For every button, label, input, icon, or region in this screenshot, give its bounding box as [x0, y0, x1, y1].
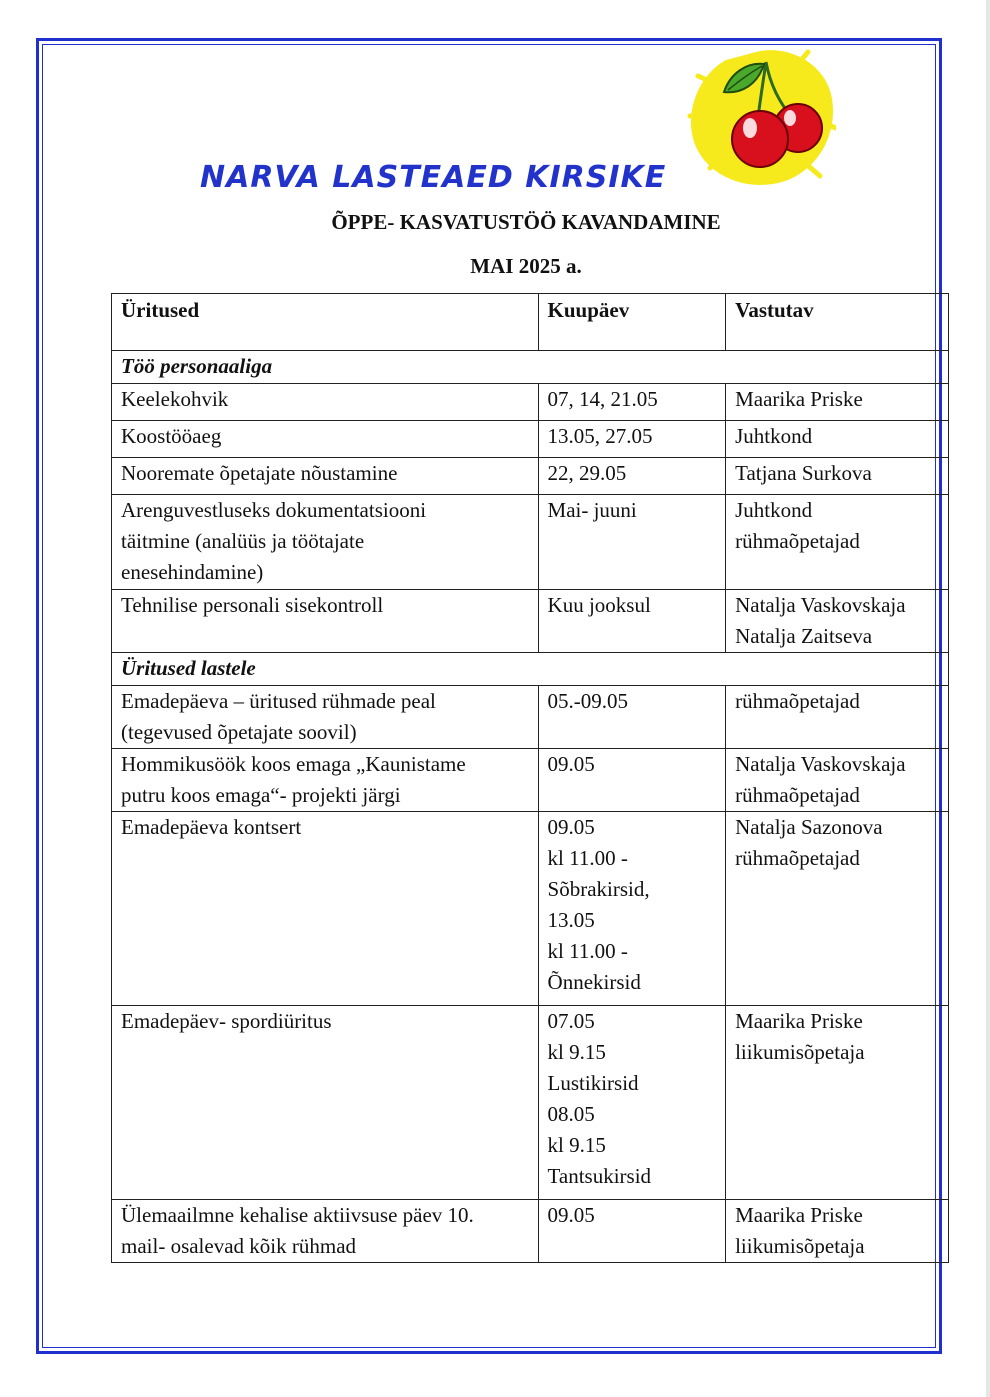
cell-text: rühmaõpetajad: [735, 689, 860, 713]
cell-event: [112, 384, 539, 421]
cell-responsible: [726, 686, 949, 749]
cell-text: Emadepäeva kontsert: [121, 815, 302, 839]
cell-text: Natalja Sazonova: [735, 815, 883, 839]
cell-text: Nooremate õpetajate nõustamine: [121, 461, 398, 485]
cell-text: putru koos emaga“- projekti järgi: [121, 783, 401, 807]
cell-text: Juhtkond: [735, 498, 813, 522]
cell-text: Natalja Vaskovskaja: [735, 593, 906, 617]
cell-date: [538, 1200, 726, 1263]
cell-text: Kuu jooksul: [547, 593, 651, 617]
document-subtitle: MAI 2025 a.: [470, 254, 582, 278]
cell-responsible: [726, 384, 949, 421]
cell-text: 09.05: [547, 752, 595, 776]
table-row: [112, 421, 949, 458]
cell-text: mail- osalevad kõik rühmad: [121, 1234, 357, 1258]
table-row: [112, 812, 949, 1006]
cell-date: [538, 812, 726, 1006]
column-header-responsible: Vastutav: [726, 294, 949, 351]
cell-text: Maarika Priske: [735, 1009, 863, 1033]
cell-text: (tegevused õpetajate soovil): [121, 720, 357, 744]
cell-text: Tantsukirsid: [547, 1164, 652, 1188]
plan-table: [111, 293, 949, 1263]
cell-event: [112, 812, 539, 1006]
cell-text: 13.05, 27.05: [547, 424, 653, 448]
cell-event: [112, 749, 539, 812]
cell-text: Tatjana Surkova: [735, 461, 872, 485]
cell-text: 08.05: [547, 1102, 595, 1126]
cell-text: Tehnilise personali sisekontroll: [121, 593, 384, 617]
cell-text: täitmine (analüüs ja töötajate: [121, 529, 365, 553]
cell-responsible: [726, 749, 949, 812]
cell-responsible: [726, 590, 949, 653]
school-name: NARVA LASTEAED KIRSIKE: [200, 160, 667, 195]
cell-text: Arenguvestluseks dokumentatsiooni: [121, 498, 427, 522]
cell-text: Natalja Zaitseva: [735, 624, 873, 648]
cell-text: rühmaõpetajad: [735, 846, 860, 870]
cell-text: Mai- juuni: [547, 498, 637, 522]
cell-responsible: [726, 1200, 949, 1263]
cell-text: Maarika Priske: [735, 1203, 863, 1227]
cell-text: 09.05: [547, 1203, 595, 1227]
cell-date: [538, 421, 726, 458]
cell-text: Ülemaailmne kehalise aktiivsuse päev 10.: [121, 1203, 474, 1227]
cell-text: Koostööaeg: [121, 424, 222, 448]
cell-text: Keelekohvik: [121, 387, 229, 411]
column-header-events: Üritused: [112, 294, 539, 351]
table-row: [112, 686, 949, 749]
cell-event: [112, 458, 539, 495]
document-title: ÕPPE- KASVATUSTÖÖ KAVANDAMINE: [331, 210, 721, 234]
cell-text: 22, 29.05: [547, 461, 627, 485]
cell-responsible: [726, 495, 949, 590]
cell-date: [538, 590, 726, 653]
cell-text: Natalja Vaskovskaja: [735, 752, 906, 776]
cell-responsible: [726, 812, 949, 1006]
cell-date: [538, 1006, 726, 1200]
cell-text: Õnnekirsid: [547, 970, 641, 994]
cell-event: [112, 1006, 539, 1200]
column-header-date: Kuupäev: [538, 294, 726, 351]
cell-date: [538, 686, 726, 749]
table-header-row: [112, 294, 949, 351]
section-title: Üritused lastele: [112, 653, 949, 686]
cell-event: [112, 421, 539, 458]
cell-text: rühmaõpetajad: [735, 783, 860, 807]
cell-text: Juhtkond: [735, 424, 813, 448]
cell-text: Hommikusöök koos emaga „Kaunistame: [121, 752, 466, 776]
table-row: [112, 495, 949, 590]
cell-event: [112, 1200, 539, 1263]
table-section-row: [112, 653, 949, 686]
cell-responsible: [726, 458, 949, 495]
cell-date: [538, 384, 726, 421]
table-row: [112, 384, 949, 421]
cell-responsible: [726, 421, 949, 458]
cell-event: [112, 495, 539, 590]
cell-date: [538, 495, 726, 590]
cell-text: liikumisõpetaja: [735, 1234, 865, 1258]
cell-text: liikumisõpetaja: [735, 1040, 865, 1064]
cell-event: [112, 590, 539, 653]
cell-text: kl 11.00 -: [547, 939, 628, 963]
cell-text: Emadepäev- spordiüritus: [121, 1009, 332, 1033]
cell-text: kl 11.00 -: [547, 846, 628, 870]
cell-text: 13.05: [547, 908, 595, 932]
cell-text: 05.-09.05: [547, 689, 629, 713]
table-row: [112, 458, 949, 495]
cell-date: [538, 458, 726, 495]
cell-text: 07, 14, 21.05: [547, 387, 658, 411]
cell-text: 09.05: [547, 815, 595, 839]
section-title: Töö personaaliga: [112, 351, 949, 384]
table-row: [112, 1200, 949, 1263]
table-row: [112, 749, 949, 812]
cell-text: Maarika Priske: [735, 387, 863, 411]
table-row: [112, 1006, 949, 1200]
table-section-row: [112, 351, 949, 384]
cell-date: [538, 749, 726, 812]
cell-text: Lustikirsid: [547, 1071, 639, 1095]
cell-text: 07.05: [547, 1009, 595, 1033]
cell-text: kl 9.15: [547, 1133, 606, 1157]
cell-text: rühmaõpetajad: [735, 529, 860, 553]
cell-text: kl 9.15: [547, 1040, 606, 1064]
cell-responsible: [726, 1006, 949, 1200]
table-row: [112, 590, 949, 653]
cell-event: [112, 686, 539, 749]
cell-text: Sõbrakirsid,: [547, 877, 650, 901]
cell-text: Emadepäeva – üritused rühmade peal: [121, 689, 436, 713]
cell-text: enesehindamine): [121, 560, 264, 584]
